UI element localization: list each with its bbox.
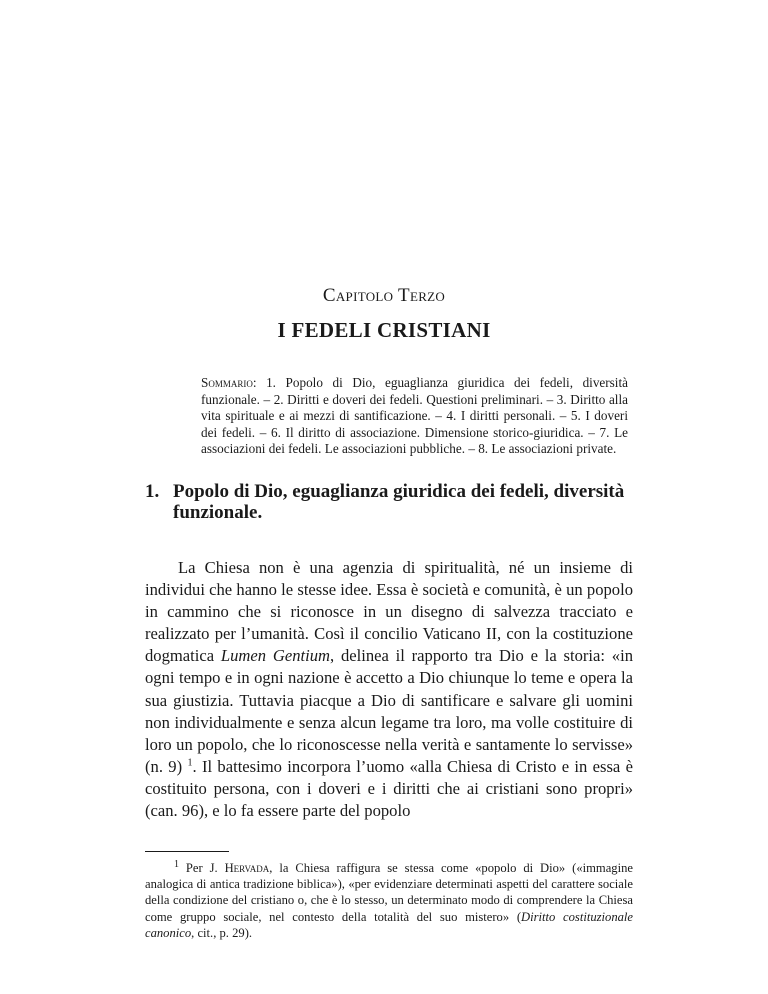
body-text-part2: , delinea il rapporto tra Dio e la storia: «in ogni tempo e in ogni nazione è accetto a Dio chiunque lo teme e opera la sua giustizia. Tuttavia piacque a Dio di santificare e salvare gli uomini non individualmente e senza alcun legame tra loro, ma volle costituire di loro un popolo, che lo riconoscesse nella verità e santamente lo servisse» (n. 9) [145,646,633,776]
footnote-number: 1 [174,858,179,870]
footnote-divider [145,851,229,852]
summary-text: : 1. Popolo di Dio, eguaglianza giuridica dei fedeli, diversità funzionale. – 2. Diritti e doveri dei fedeli. Questioni preliminari. – 3. Diritto alla vita spirituale e ai mezzi di santificazione. – 4. I diritti personali. – 5. I doveri dei fedeli. – 6. Il diritto di associazione. Dimensione storico-giuridica. – 7. Le associazioni dei fedeli. Le associazioni pubbliche. – 8. Le associazioni private. [201,375,628,457]
footnote-text-part3: , cit., p. 29). [191,925,253,940]
body-text-italic: Lumen Gentium [220,646,331,666]
body-text-part3: . Il battesimo incorpora l’uomo «alla Chiesa di Cristo e in essa è costituito persona, con i doveri e i diritti che ai cristiani sono propri» (can. 96), e lo fa essere parte del popolo [145,756,633,821]
body-text-part1: La Chiesa non è una agenzia di spiritualità, né un insieme di individui che hanno le stesse idee. Essa è società e comunità, è un popolo in cammino che si riconosce in un disegno di salvezza tracciato e realizzato per l’umanità. Così il concilio Vaticano II, con la costituzione dogmatica [145,558,633,666]
footnote-author: Hervada [224,861,270,875]
chapter-label: Capitolo Terzo [322,285,446,306]
chapter-title: I FEDELI CRISTIANI [277,318,491,342]
footnote-text-part1: Per J. [179,861,225,875]
section-number: 1. [145,481,160,502]
chapter-summary [201,375,628,458]
summary-lead: Sommario [201,375,253,390]
footnote [145,860,633,941]
footnote-reference[interactable]: 1 [187,757,193,769]
footnote-work-title: Diritto costituzionale canonico [145,909,633,940]
body-paragraph [145,557,633,822]
section-title: Popolo di Dio, eguaglianza giuridica dei fedeli, diversità funzionale. [173,481,625,523]
section-heading [145,481,645,523]
footnote-text-part2: , la Chiesa raffigura se stessa come «popolo di Dio» («immagine analogica di antica tradizione biblica»), «per evidenziare determinati aspetti del carattere sociale della condizione del cristiano o, che è lo stesso, un determinato modo di comprendere la Chiesa come gruppo sociale, nel contesto della totalità del suo mistero» ( [145,861,633,924]
